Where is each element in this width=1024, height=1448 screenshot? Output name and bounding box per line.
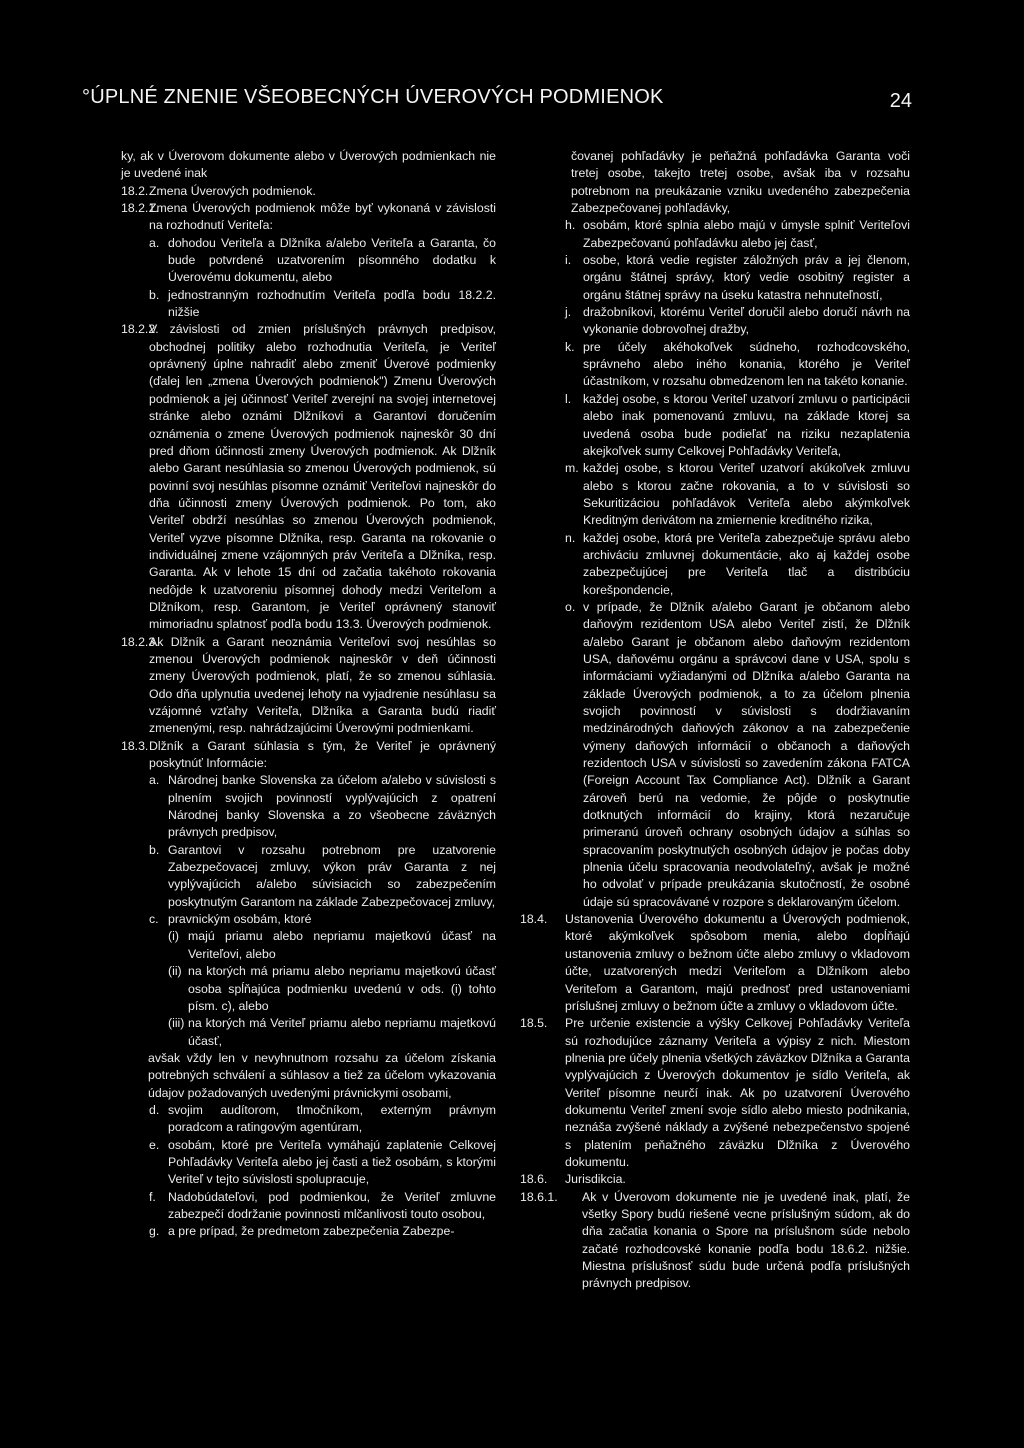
paragraph — [121, 911, 496, 928]
paragraph-text: ky, ak v Úverovom dokumente alebo v Úverových podmienkach nie je uvedené inak — [121, 149, 496, 181]
right-column — [520, 148, 910, 1293]
item-number: o. — [565, 599, 576, 614]
item-number: a. — [149, 773, 160, 788]
paragraph — [121, 1137, 496, 1189]
paragraph — [121, 183, 496, 200]
paragraph — [121, 963, 496, 1015]
paragraph-text: Ustanovenia Úverového dokumentu a Úverových podmienok, ktoré akýmkoľvek spôsobom menia, alebo dopĺňajú ustanovenia zmluvy o bežnom účte alebo zmluvy o vkladovom účte, uzatvorených medzi Veriteľom a Dlžníkom alebo Veriteľom a Garantom, majú prednosť pred ustanoveniami príslušnej zmluvy o bežnom účte a zmluvy o vkladovom účte. — [565, 912, 910, 1013]
paragraph — [520, 530, 910, 599]
item-number: 18.2.2. — [121, 322, 159, 337]
paragraph — [121, 738, 496, 773]
paragraph-text: avšak vždy len v nevyhnutnom rozsahu za účelom získania potrebných schválení a súhlasov a tiež za účelom vykazovania údajov požadovaných uvedenými právnickymi osobami, — [148, 1050, 496, 1100]
paragraph — [121, 842, 496, 911]
item-number: (ii) — [168, 964, 182, 979]
paragraph — [520, 1189, 910, 1293]
item-number: (iii) — [168, 1016, 185, 1031]
paragraph — [520, 599, 910, 911]
item-number: 18.2. — [121, 183, 149, 198]
item-number: b. — [149, 842, 160, 857]
item-number: c. — [149, 912, 159, 927]
paragraph — [520, 391, 910, 460]
document-header-title: °ÚPLNÉ ZNENIE VŠEOBECNÝCH ÚVEROVÝCH PODMIENOK — [82, 86, 664, 108]
paragraph — [520, 911, 910, 1015]
item-number: 18.4. — [520, 912, 548, 927]
paragraph — [121, 1189, 496, 1224]
paragraph-text: v prípade, že Dlžník a/alebo Garant je občanom alebo daňovým rezidentom USA alebo Veriteľ zistí, že Dlžník a/alebo Garant je občanom alebo daňovým rezidentom USA, daňovému orgánu a správcovi dane v USA, spolu s informáciami vyžiadanými od Dlžníka a/alebo Garanta na základe Úverových podmienok, a to za účelom plnenia svojich povinností v súvislosti s dodržiavaním medzinárodných daňových zákonov a na zabezpečenie výmeny daňových informácií o občanoch a daňových rezidentoch USA v súvislosti so zavedením zákona FATCA (Foreign Account Tax Compliance Act). Dlžník a Garant zároveň berú na vedomie, že pôjde o poskytnutie dotknutých informácií do krajiny, ktorá nezaručuje primeranú úroveň ochrany osobných údajov a súhlas so spracovaním poskytnutých osobných údajov je počas doby plnenia účelu spracovania neodvolateľný, avšak je možné ho odvolať v prípade preukázania skutočností, že osobné údaje sú spracovávané v rozpore s deklarovaným účelom. — [583, 599, 910, 909]
item-number: 18.6. — [520, 1172, 548, 1187]
paragraph — [121, 148, 496, 183]
item-number: f. — [149, 1189, 156, 1204]
page-number: 24 — [889, 90, 912, 112]
paragraph-text: svojim audítorom, tlmočníkom, externým právnym poradcom a ratingovým agentúram, — [168, 1102, 496, 1135]
paragraph — [520, 1171, 910, 1188]
item-number: j. — [565, 305, 572, 320]
item-number: g. — [149, 1224, 160, 1239]
paragraph-text: Ak Dlžník a Garant neoznámia Veriteľovi svoj nesúhlas so zmenou Úverových podmienok najneskôr v deň účinnosti zmeny Úverových podmienok, platí, že so zmenou súhlasia. Odo dňa uplynutia uvedenej lehoty na vyjadrenie nesúhlasu sa vzájomné vzťahy Veriteľa, Dlžníka a Garanta budú riadiť zmenenými, resp. nahrádzajúcimi Úverovými podmienkami. — [149, 634, 496, 736]
paragraph — [520, 460, 910, 529]
item-number: k. — [565, 339, 575, 354]
paragraph-text: pravnickým osobám, ktoré — [168, 912, 312, 927]
paragraph — [121, 1223, 496, 1240]
paragraph-text: na ktorých má priamu alebo nepriamu majetkovú účasť osoba spĺňajúca podmienku uvedenú v ods. (i) tohto písm. c), alebo — [188, 964, 496, 1013]
paragraph-text: Jurisdikcia. — [565, 1172, 626, 1187]
paragraph — [121, 772, 496, 841]
paragraph-text: Pre určenie existencie a výšky Celkovej Pohľadávky Veriteľa sú rozhodujúce záznamy Veriteľa a výpisy z nich. Miestom plnenia pre účely plnenia všetkých záväzkov Dlžníka a Garanta vyplývajúcich z Úverových dokumentov je sídlo Veriteľa, ak Veriteľ písomne neurčí inak. Ak po uzatvorení Úverového dokumentu Veriteľ zmení svoje sídlo alebo miesto podnikania, neznáša zvýšené náklady a zvýšené nebezpečenstvo spojené s platením peňažného záväzku Dlžníka z Úverového dokumentu. — [565, 1016, 910, 1169]
paragraph — [121, 634, 496, 738]
paragraph-text: Garantovi v rozsahu potrebnom pre uzatvorenie Zabezpečovacej zmluvy, výkon práv Garanta z nej vyplývajúcich a/alebo súvisiacich so zabezpečením poskytnutým Garantom na základe Zabezpečovacej zmluvy, — [168, 842, 496, 909]
paragraph — [121, 200, 496, 235]
left-column — [121, 148, 496, 1241]
paragraph-text: a pre prípad, že predmetom zabezpečenia Zabezpe- — [168, 1224, 455, 1239]
paragraph-text: V závislosti od zmien príslušných právnych predpisov, obchodnej politiky alebo rozhodnutia Veriteľa, je Veriteľ oprávnený úplne nahradiť alebo zmeniť Úverové podmienky (ďalej len „zmena Úverových podmienok") Zmenu Úverových podmienok a jej účinnosť Veriteľ zverejní na svojej internetovej stránke alebo oznámi Dlžníkovi a Garantovi doručením oznámenia o zmene Úverových podmienok najneskôr 30 dní pred dňom účinnosti zmeny Úverových podmienok. Ak Dlžník alebo Garant nesúhlasia so zmenou Úverových podmienok, sú povinní svoj nesúhlas písomne oznámiť Veriteľovi najneskôr do dňa účinnosti zmeny Úverových podmienok. Po tom, ako Veriteľ obdrží nesúhlas so zmenou Úverových podmienok, Veriteľ vyzve písomne Dlžníka, resp. Garanta na rokovanie o individuálnej zmene vzájomných práv Veriteľa a Dlžníka, resp. Garanta. Ak v lehote 15 dní od začatia takéhoto rokovania nedôjde k uzatvoreniu písomnej dohody medzi Veriteľom a Dlžníkom, resp. Garantom, je Veriteľ oprávnený stanoviť mimoriadnu splatnosť podľa bodu 13.3. Úverových podmienok. — [149, 322, 496, 632]
paragraph — [121, 235, 496, 287]
paragraph — [520, 148, 910, 217]
item-number: e. — [149, 1137, 160, 1152]
paragraph-text: Zmena Úverových podmienok môže byť vykonaná v závislosti na rozhodnutí Veriteľa: — [149, 201, 496, 233]
item-number: m. — [565, 461, 579, 476]
item-number: i. — [565, 253, 572, 268]
item-number: 18.5. — [520, 1016, 548, 1031]
paragraph-text: osobám, ktoré splnia alebo majú v úmysle splniť Veriteľovi Zabezpečovanú pohľadávku alebo jej časť, — [583, 218, 910, 250]
item-number: h. — [565, 218, 576, 233]
item-number: 18.2.1. — [121, 201, 159, 216]
paragraph — [520, 304, 910, 339]
item-number: b. — [149, 287, 160, 302]
paragraph — [121, 1015, 496, 1050]
paragraph-text: osobe, ktorá vedie register záložných práv a jej členom, orgánu štátnej správy, ktorý vedie osobitný register a orgánu štátnej správy na úseku katastra nehnuteľností, — [583, 253, 910, 302]
paragraph — [121, 321, 496, 633]
item-number: n. — [565, 530, 576, 545]
paragraph-text: dražobníkovi, ktorému Veriteľ doručil alebo doručí návrh na vykonanie dobrovoľnej dražby, — [583, 305, 910, 337]
paragraph-text: Nadobúdateľovi, pod podmienkou, že Veriteľ zmluvne zabezpečí dodržanie povinnosti mlčanlivosti touto osobou, — [168, 1189, 496, 1221]
paragraph — [520, 339, 910, 391]
paragraph-text: Zmena Úverových podmienok. — [149, 183, 316, 198]
paragraph-text: majú priamu alebo nepriamu majetkovú účasť na Veriteľovi, alebo — [188, 929, 496, 961]
item-number: 18.3. — [121, 738, 149, 753]
paragraph — [121, 1050, 496, 1102]
item-number: 18.6.1. — [520, 1189, 558, 1204]
paragraph-text: Ak v Úverovom dokumente nie je uvedené inak, platí, že všetky Spory budú riešené vecne príslušným súdom, ak do dňa začatia konania o Spore na príslušnom súde nebolo začaté rozhodcovské konanie podľa bodu 18.6.2. nižšie. Miestna príslušnosť súdu bude určená podľa príslušných právnych predpisov. — [582, 1189, 910, 1291]
paragraph-text: dohodou Veriteľa a Dlžníka a/alebo Veriteľa a Garanta, čo bude potvrdené uzatvorením písomného dodatku k Úverovému dokumentu, alebo — [168, 235, 496, 285]
paragraph-text: pre účely akéhokoľvek súdneho, rozhodcovského, správneho alebo iného konania, ktorého je Veriteľ účastníkom, v rozsahu obmedzenom len na takéto konanie. — [583, 339, 910, 389]
paragraph-text: Dlžník a Garant súhlasia s tým, že Veriteľ je oprávnený poskytnúť Informácie: — [149, 738, 496, 771]
paragraph-text: každej osobe, s ktorou Veriteľ uzatvorí zmluvu o participácii alebo inak pomenovanú zmluvu, na základe ktorej sa uvedená osoba bude podieľať na riziku nezaplatenia akejkoľvek sumy Celkovej Pohľadávky Veriteľa, — [583, 391, 910, 458]
item-number: 18.2.3. — [121, 634, 159, 649]
item-number: d. — [149, 1102, 160, 1117]
item-number: (i) — [168, 929, 179, 944]
paragraph-text: osobám, ktoré pre Veriteľa vymáhajú zaplatenie Celkovej Pohľadávky Veriteľa alebo jej časti a tiež osobám, s ktorými Veriteľ v tejto súvislosti spolupracuje, — [168, 1137, 496, 1187]
paragraph — [121, 1102, 496, 1137]
paragraph-text: na ktorých má Veriteľ priamu alebo nepriamu majetkovú účasť, — [188, 1016, 496, 1048]
paragraph-text: každej osobe, s ktorou Veriteľ uzatvorí akúkoľvek zmluvu alebo s ktorou začne rokovania, a to v súvislosti so Sekuritizáciou pohľadávok Veriteľa alebo akýmkoľvek Kreditným derivátom na zmiernenie kreditného rizika, — [583, 461, 910, 528]
paragraph — [121, 928, 496, 963]
item-number: a. — [149, 235, 160, 250]
paragraph-text: jednostranným rozhodnutím Veriteľa podľa bodu 18.2.2. nižšie — [168, 287, 496, 320]
paragraph — [520, 1015, 910, 1171]
paragraph — [121, 287, 496, 322]
paragraph-text: čovanej pohľadávky je peňažná pohľadávka Garanta voči tretej osobe, takejto tretej osobe, avšak iba v rozsahu potrebnom na preukázanie vzniku uvedeného zabezpečenia Zabezpečovanej pohľadávky, — [571, 149, 910, 216]
paragraph-text: Národnej banke Slovenska za účelom a/alebo v súvislosti s plnením svojich povinností vyplývajúcich z opatrení Národnej banky Slovenska a zo všeobecne záväzných právnych predpisov, — [168, 773, 496, 840]
paragraph-text: každej osobe, ktorá pre Veriteľa zabezpečuje správu alebo archiváciu zmluvnej dokumentácie, ako aj každej osobe zabezpečujúcej pre Veriteľa tlač a distribúciu korešpondencie, — [583, 530, 910, 597]
paragraph — [520, 217, 910, 252]
item-number: l. — [565, 391, 572, 406]
paragraph — [520, 252, 910, 304]
